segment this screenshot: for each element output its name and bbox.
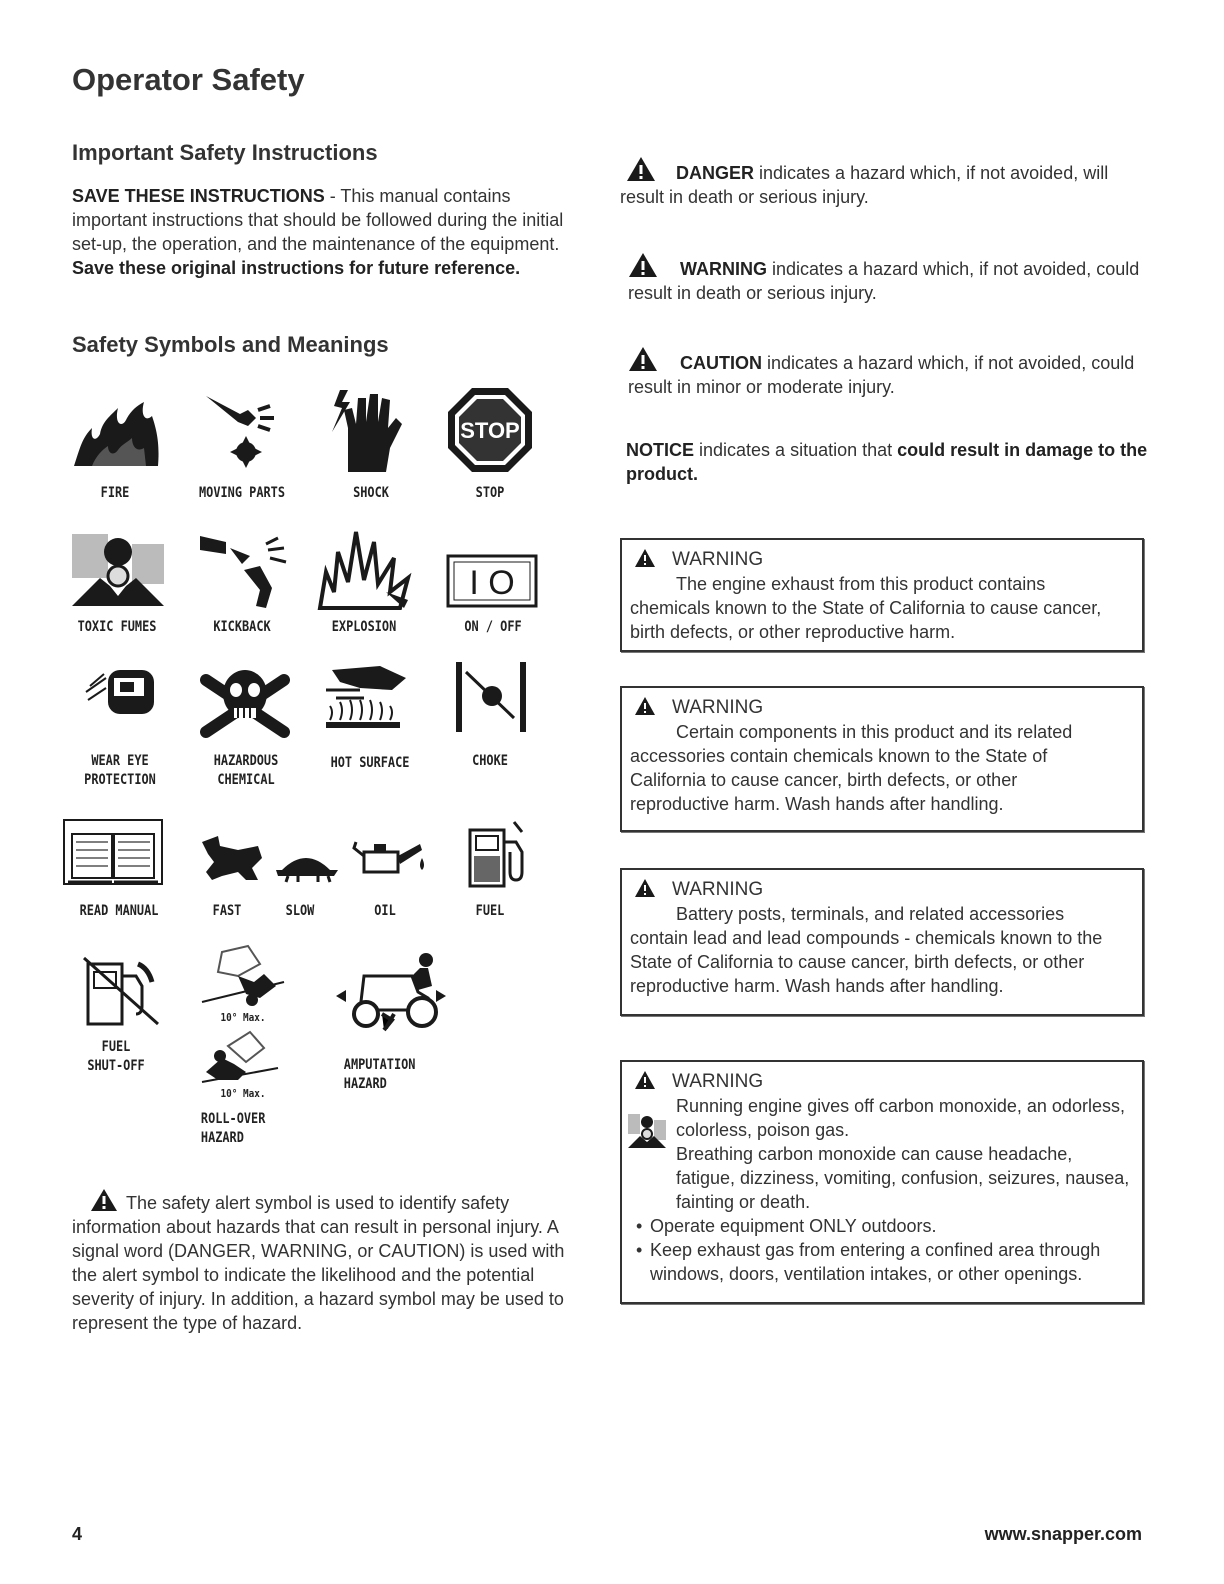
label-rollover-1: ROLL-OVER [200,1111,266,1127]
label-wear-eye-protection [72,752,167,790]
label-fuel-shutoff-1: FUEL [101,1039,131,1055]
warning-box-battery-title: WARNING [672,879,764,900]
amputation-hazard-icon [334,950,448,1034]
hazardous-chemical-icon [200,660,290,744]
warning-box-components-title: WARNING [672,697,764,718]
list-item: • Operate equipment ONLY outdoors. [630,1214,1134,1238]
label-amputation-1: AMPUTATION [343,1057,416,1073]
warning-box-exhaust-body: chemicals known to the State of California to cause cancer, birth defects, or other reproductive harm. [630,598,1102,642]
label-explosion: EXPLOSION [331,619,397,635]
notice-text: indicates a situation that [694,440,898,460]
warning-box-co-heading [630,1070,1134,1094]
label-rollover-hazard [201,1110,279,1148]
label-wear-eye-2: PROTECTION [84,772,156,788]
warning-box-exhaust-icon [634,548,656,568]
moving-parts-icon [200,392,290,472]
warning-box-carbon-monoxide [620,1060,1144,1304]
label-rollover-2: HAZARD [200,1130,244,1146]
caution-text: indicates a hazard which, if not avoided, could result in minor or moderate injury. [628,353,1135,397]
label-oil: OIL [374,903,396,919]
stop-sign-text: STOP [460,418,520,443]
warning-box-components-body: accessories contain chemicals known to the State of California to cause cancer, birth defects, or other reproductive harm. Wash hands after handling. [630,746,1048,814]
warning-box-battery-body: contain lead and lead compounds - chemicals known to the State of California to cause cancer, birth defects, or other reproductive harm. Wash hands after handling. [630,928,1103,996]
alert-triangle-icon [90,1188,118,1212]
label-on-off: ON / OFF [464,619,522,635]
label-moving-parts: MOVING PARTS [199,485,285,501]
label-fast: FAST [212,903,242,919]
toxic-fumes-icon [70,526,166,610]
label-rollover-max-1: 10° Max. [220,1011,266,1024]
label-hot-surface: HOT SURFACE [330,755,410,771]
notice-word: NOTICE [626,440,695,460]
page-number: 4 [72,1524,83,1544]
explosion-icon [316,522,412,612]
oil-can-icon [350,830,430,884]
caution-word: CAUTION [680,353,762,373]
caution-alert-icon [628,346,658,372]
warning-box-co-para2: Breathing carbon monoxide can cause headache, fatigue, dizziness, vomiting, confusion, seizures, nausea, fainting or death. [676,1144,1130,1212]
choke-icon [452,660,532,734]
label-haz-chem-2: CHEMICAL [217,772,275,788]
safety-alert-paragraph [72,1188,592,1335]
danger-word: DANGER [676,163,755,183]
label-read-manual: READ MANUAL [79,903,159,919]
label-fuel-shutoff-2: SHUT-OFF [87,1058,145,1074]
warning-box-exhaust-line1: The engine exhaust from this product contains [676,574,1046,594]
warning-box-co-icon [634,1070,656,1090]
label-fire: FIRE [100,485,130,501]
warning-box-exhaust-title: WARNING [672,549,764,570]
shock-icon [326,388,406,472]
on-off-icon [446,554,538,608]
warning-box-components [620,686,1144,832]
save-instructions-text: - This manual contains important instructions that should be followed during the initial set-up, the operation, and the maintenance of the equipment. [72,186,564,254]
warning-box-battery-line1: Battery posts, terminals, and related accessories [676,904,1065,924]
warning-box-components-heading [630,696,1134,720]
save-instructions-paragraph [72,184,572,280]
danger-definition [620,156,1150,209]
save-originals-bold: Save these original instructions for future reference. [72,258,521,278]
read-manual-icon [62,818,166,888]
warning-definition [628,252,1148,305]
label-shock: SHOCK [353,485,389,501]
section-title-symbols: Safety Symbols and Meanings [72,332,389,357]
label-hazardous-chemical [202,752,290,790]
fire-icon [72,398,162,468]
label-slow: SLOW [285,903,315,919]
warning-box-exhaust [620,538,1144,652]
notice-definition [626,438,1151,486]
label-wear-eye-1: WEAR EYE [91,753,149,769]
warning-word: WARNING [680,259,767,279]
save-instructions-bold: SAVE THESE INSTRUCTIONS [72,186,325,206]
warning-box-components-line1: Certain components in this product and its related [676,722,1073,742]
warning-box-co-para1: Running engine gives off carbon monoxide, an odorless, colorless, poison gas. [676,1096,1125,1140]
warning-box-co-title: WARNING [672,1071,764,1092]
label-toxic-fumes: TOXIC FUMES [77,619,157,635]
section-title-important: Important Safety Instructions [72,140,378,165]
label-fuel-shutoff [74,1038,159,1076]
rollover-hazard-icon-2 [198,1028,288,1088]
warning-box-co-bullets [630,1214,1134,1286]
warning-text: indicates a hazard which, if not avoided, could result in death or serious injury. [628,259,1140,303]
co-toxic-fumes-icon [626,1110,668,1150]
label-choke: CHOKE [472,753,508,769]
website-link[interactable]: www.snapper.com [984,1524,1142,1544]
fuel-pump-icon [466,818,532,888]
danger-alert-icon [626,156,656,182]
label-stop: STOP [475,485,505,501]
warning-box-components-icon [634,696,656,716]
caution-definition [628,346,1148,399]
stop-sign-icon [446,386,534,474]
eye-protection-icon [84,660,164,720]
label-haz-chem-1: HAZARDOUS [213,753,279,769]
danger-text: indicates a hazard which, if not avoided, will result in death or serious injury. [620,163,1109,207]
label-fuel: FUEL [475,903,505,919]
rollover-hazard-icon-1 [198,942,288,1014]
fast-rabbit-icon [198,832,264,884]
hot-surface-icon [320,660,410,730]
warning-box-battery-heading [630,878,1134,902]
kickback-icon [196,530,296,610]
warning-box-battery-icon [634,878,656,898]
fuel-shutoff-icon [82,954,164,1028]
notice-bold: could result in damage to the product. [626,440,1148,484]
slow-turtle-icon [274,844,340,884]
label-amputation-hazard [344,1056,432,1094]
page-title: Operator Safety [72,62,305,97]
safety-alert-text: The safety alert symbol is used to identify safety information about hazards that can result in personal injury. A signal word (DANGER, WARNING, or CAUTION) is used with the alert symbol to indicate the likelihood and the potential severity of injury. In addition, a hazard symbol may be used to represent the type of hazard. [72,1193,565,1333]
warning-box-exhaust-heading [630,548,1134,572]
list-item: • Keep exhaust gas from entering a confined area through windows, doors, ventilation intakes, or other openings. [630,1238,1134,1286]
label-amputation-2: HAZARD [343,1076,387,1092]
on-off-glyph: I O [469,564,515,602]
label-rollover-max-2: 10° Max. [220,1087,266,1100]
warning-alert-icon [628,252,658,278]
warning-box-battery [620,868,1144,1016]
label-kickback: KICKBACK [213,619,271,635]
